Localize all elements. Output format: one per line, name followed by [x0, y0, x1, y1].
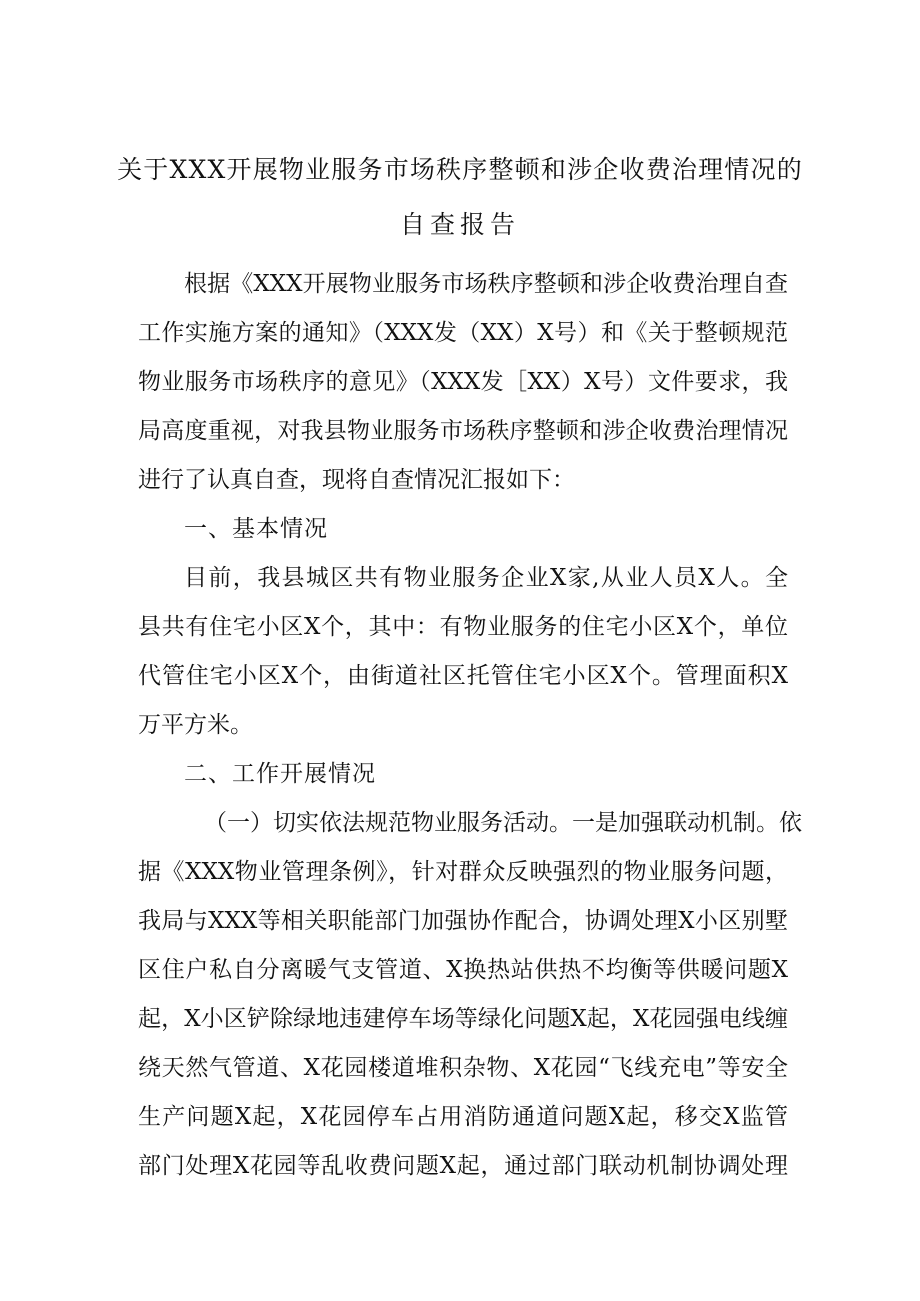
text-line: 区住户私自分离暖气支管道、X换热站供热不均衡等供暖问题X [138, 957, 788, 983]
text-line: 绕天然气管道、X花园楼道堆积杂物、X花园“飞线充电”等安全 [138, 1055, 788, 1081]
paragraph-work-details [138, 799, 802, 1191]
document-title-line2 [100, 205, 820, 241]
text-line: 目前，我县城区共有物业服务企业X家,从业人员X人。全 [184, 565, 788, 591]
text-line: 工作实施方案的通知》（XXX发（XX）X号）和《关于整顿规范 [138, 320, 788, 346]
text-line: 县共有住宅小区X个，其中：有物业服务的住宅小区X个，单位 [138, 614, 788, 640]
text-line: 物业服务市场秩序的意见》（XXX发［XX）X号）文件要求，我 [138, 369, 788, 395]
text-line: 进行了认真自查，现将自查情况汇报如下： [138, 467, 575, 493]
text-line: 据《XXX物业管理条例》，针对群众反映强烈的物业服务问题， [138, 859, 788, 885]
paragraph-basic-situation [138, 554, 788, 750]
text-line: （一）切实依法规范物业服务活动。一是加强联动机制。依 [204, 810, 802, 836]
text-line: 我局与XXX等相关职能部门加强协作配合，协调处理X小区别墅 [138, 908, 788, 934]
text-line: 万平方米。 [138, 712, 253, 738]
section-heading-text: 一、基本情况 [184, 516, 328, 542]
text-line: 代管住宅小区X个，由街道社区托管住宅小区X个。管理面积X [138, 663, 788, 689]
document-title-line1: 关于XXX开展物业服务市场秩序整顿和涉企收费治理情况的 [117, 155, 803, 184]
text-line: 起，X小区铲除绿地违建停车场等绿化问题X起，X花园强电线缠 [138, 1006, 788, 1032]
paragraph-intro [138, 260, 788, 505]
text-line: 部门处理X花园等乱收费问题X起，通过部门联动机制协调处理 [138, 1153, 788, 1179]
section-heading-text: 二、工作开展情况 [184, 761, 376, 787]
text-line: 生产问题X起，X花园停车占用消防通道问题X起，移交X监管 [138, 1104, 788, 1130]
text-line: 局高度重视，对我县物业服务市场秩序整顿和涉企收费治理情况 [138, 418, 788, 444]
section-heading-work [138, 750, 788, 799]
section-heading-basic [138, 505, 788, 554]
text-line: 根据《XXX开展物业服务市场秩序整顿和涉企收费治理自查 [184, 271, 788, 297]
document-title-line2-text: 自查报告 [399, 210, 520, 239]
